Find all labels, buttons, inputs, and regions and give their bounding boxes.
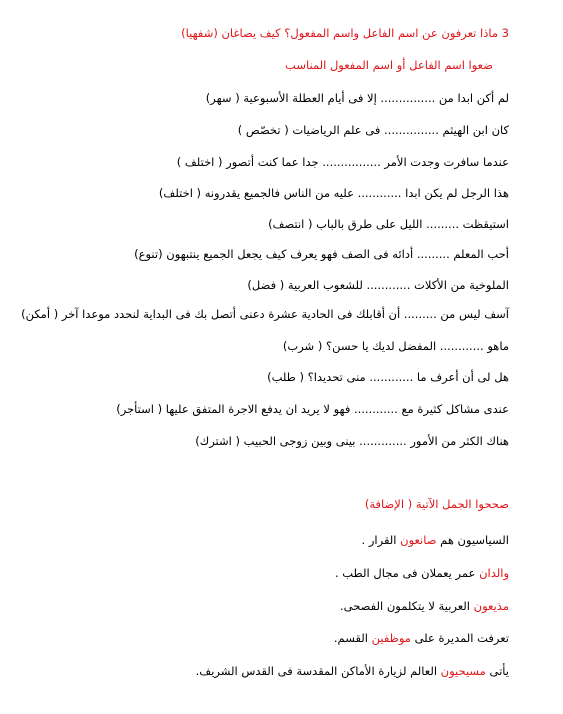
sentence-text-after: عمر يعملان فى مجال الطب . — [334, 566, 480, 580]
sentence-text-before: يأتى — [485, 664, 509, 678]
correction-sentence-5 — [196, 663, 509, 679]
instruction-heading: ضعوا اسم الفاعل أو اسم المفعول المناسب — [285, 58, 493, 72]
exercise-item-1: لم أكن ابدا من ............... إلا فى أيام العطلة الأسبوعية ( سهر) — [205, 91, 509, 105]
exercise-item-10: هل لى أن أعرف ما ............ منى تحديدا؟ ( طلب) — [267, 370, 509, 384]
exercise-item-9: ماهو ............ المفضل لديك يا حسن؟ ( شرب) — [282, 339, 509, 353]
sentence-text-after: القرار . — [361, 533, 401, 547]
highlighted-word: مسيحيون — [440, 664, 486, 678]
correction-sentence-1 — [362, 532, 509, 548]
correction-sentence-2 — [335, 565, 509, 581]
question-3-title: 3 ماذا تعرفون عن اسم الفاعل واسم المفعول؟ كيف يصاغان (شفهيا) — [181, 26, 509, 40]
exercise-item-8: آسف ليس من ......... أن أقابلك فى الحادية عشرة دعنى أتصل بك فى البداية لنحدد موعدا آخر ( أمكن) — [21, 307, 509, 321]
section-4-title: صححوا الجمل الآتية ( الإضافة) — [364, 497, 509, 511]
exercise-item-4: هذا الرجل لم يكن ابدا ............ عليه من الناس فالجميع يقدرونه ( اختلف) — [158, 186, 509, 200]
correction-sentence-3 — [340, 598, 509, 614]
exercise-item-12: هناك الكثر من الأمور ............. بينى وبين زوجى الحبيب ( اشترك) — [195, 434, 509, 448]
exercise-item-5: استيقظت ......... الليل على طرق بالباب ( انتصف) — [268, 217, 509, 231]
sentence-text-before: تعرفت المديرة على — [410, 631, 509, 645]
highlighted-word: مذيعون — [473, 599, 509, 613]
exercise-item-2: كان ابن الهيثم ............... فى علم الرياضيات ( تخصّص ) — [237, 123, 509, 137]
highlighted-word: والدان — [479, 566, 509, 580]
sentence-text-after: العربية لا يتكلمون الفصحى. — [340, 599, 474, 613]
sentence-text-before: السياسيون هم — [436, 533, 509, 547]
exercise-item-11: عندى مشاكل كثيرة مع ............ فهو لا يريد ان يدفع الاجرة المتفق عليها ( استأجر) — [116, 402, 509, 416]
highlighted-word: صانعون — [400, 533, 437, 547]
exercise-item-7: الملوخية من الأكلات ............ للشعوب العربية ( فضل) — [247, 278, 509, 292]
sentence-text-after: العالم لزيارة الأماكن المقدسة فى القدس الشريف. — [195, 664, 441, 678]
exercise-item-3: عندما سافرت وجدت الأمر ................ جدا عما كنت أتصور ( اختلف ) — [176, 155, 509, 169]
sentence-text-after: القسم. — [333, 631, 372, 645]
correction-sentence-4 — [334, 630, 509, 646]
highlighted-word: موظفين — [371, 631, 411, 645]
exercise-item-6: أحب المعلم ......... أدائه فى الصف فهو يعرف كيف يجعل الجميع ينتبهون (تنوع) — [134, 247, 509, 261]
